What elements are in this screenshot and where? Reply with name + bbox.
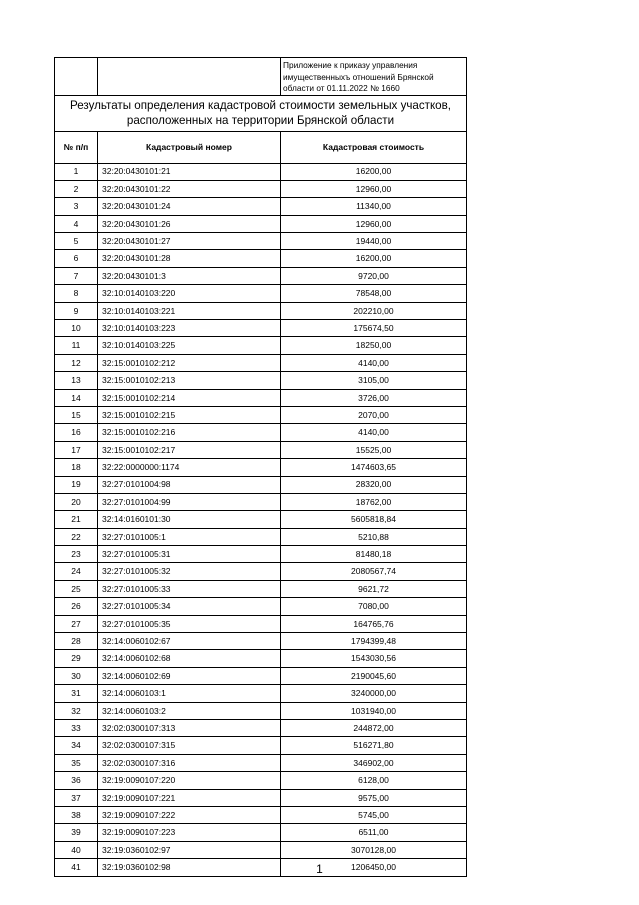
cadastral-number: 32:19:0360102:97 — [98, 841, 281, 858]
annex-empty-cell-2 — [98, 58, 281, 96]
row-number: 19 — [55, 476, 98, 493]
cadastral-value: 18250,00 — [281, 337, 467, 354]
cadastral-value: 9575,00 — [281, 789, 467, 806]
table-row — [55, 598, 467, 615]
table-row — [55, 546, 467, 563]
cadastral-value: 5605818,84 — [281, 511, 467, 528]
table-row — [55, 267, 467, 284]
cadastral-value: 346902,00 — [281, 754, 467, 771]
row-number: 34 — [55, 737, 98, 754]
table-row — [55, 528, 467, 545]
row-number: 16 — [55, 424, 98, 441]
document-sheet — [54, 57, 466, 877]
cadastral-value: 1031940,00 — [281, 702, 467, 719]
cadastral-number: 32:15:0010102:216 — [98, 424, 281, 441]
cadastral-number: 32:02:0300107:313 — [98, 720, 281, 737]
cadastral-number: 32:19:0090107:221 — [98, 789, 281, 806]
table-row — [55, 667, 467, 684]
row-number: 12 — [55, 354, 98, 371]
row-number: 32 — [55, 702, 98, 719]
cadastral-number: 32:27:0101005:32 — [98, 563, 281, 580]
table-row — [55, 633, 467, 650]
row-number: 18 — [55, 459, 98, 476]
cadastral-number: 32:19:0360102:98 — [98, 859, 281, 876]
annex-line-2: имущественныхъ отношений Брянской — [283, 71, 434, 82]
cadastral-value: 5745,00 — [281, 806, 467, 823]
row-number: 20 — [55, 493, 98, 510]
cadastral-value: 7080,00 — [281, 598, 467, 615]
table-row — [55, 233, 467, 250]
document-title — [55, 95, 467, 131]
cadastral-table — [54, 57, 467, 877]
row-number: 13 — [55, 372, 98, 389]
table-row — [55, 615, 467, 632]
cadastral-value: 175674,50 — [281, 320, 467, 337]
cadastral-value: 1206450,00 — [281, 859, 467, 876]
table-row — [55, 789, 467, 806]
cadastral-value: 16200,00 — [281, 250, 467, 267]
cadastral-value: 202210,00 — [281, 302, 467, 319]
table-row — [55, 737, 467, 754]
table-row — [55, 563, 467, 580]
cadastral-number: 32:19:0090107:222 — [98, 806, 281, 823]
cadastral-number: 32:10:0140103:225 — [98, 337, 281, 354]
cadastral-number: 32:20:0430101:22 — [98, 180, 281, 197]
table-row — [55, 354, 467, 371]
cadastral-number: 32:27:0101004:99 — [98, 493, 281, 510]
row-number: 25 — [55, 580, 98, 597]
table-row — [55, 180, 467, 197]
row-number: 4 — [55, 215, 98, 232]
cadastral-number: 32:14:0060102:69 — [98, 667, 281, 684]
cadastral-number: 32:19:0090107:220 — [98, 772, 281, 789]
row-number: 28 — [55, 633, 98, 650]
row-number: 2 — [55, 180, 98, 197]
cadastral-number: 32:14:0060102:68 — [98, 650, 281, 667]
table-row — [55, 841, 467, 858]
cadastral-value: 19440,00 — [281, 233, 467, 250]
table-row — [55, 406, 467, 423]
cadastral-value: 2190045,60 — [281, 667, 467, 684]
table-row — [55, 337, 467, 354]
row-number: 27 — [55, 615, 98, 632]
cadastral-value: 1794399,48 — [281, 633, 467, 650]
row-number: 37 — [55, 789, 98, 806]
cadastral-value: 4140,00 — [281, 424, 467, 441]
table-row — [55, 285, 467, 302]
table-row — [55, 702, 467, 719]
cadastral-number: 32:27:0101005:33 — [98, 580, 281, 597]
cadastral-value: 2080567,74 — [281, 563, 467, 580]
cadastral-number: 32:14:0060102:67 — [98, 633, 281, 650]
cadastral-value: 516271,80 — [281, 737, 467, 754]
cadastral-number: 32:27:0101005:31 — [98, 546, 281, 563]
row-number: 35 — [55, 754, 98, 771]
cadastral-number: 32:10:0140103:223 — [98, 320, 281, 337]
table-row — [55, 824, 467, 841]
cadastral-value: 28320,00 — [281, 476, 467, 493]
annex-line-1: Приложение к приказу управления — [283, 60, 418, 70]
table-row — [55, 250, 467, 267]
cadastral-number: 32:15:0010102:213 — [98, 372, 281, 389]
table-row — [55, 772, 467, 789]
row-number: 22 — [55, 528, 98, 545]
row-number: 8 — [55, 285, 98, 302]
row-number: 36 — [55, 772, 98, 789]
table-row — [55, 476, 467, 493]
cadastral-value: 3240000,00 — [281, 685, 467, 702]
cadastral-number: 32:20:0430101:3 — [98, 267, 281, 284]
cadastral-number: 32:20:0430101:28 — [98, 250, 281, 267]
cadastral-number: 32:14:0160101:30 — [98, 511, 281, 528]
row-number: 21 — [55, 511, 98, 528]
cadastral-value: 6511,00 — [281, 824, 467, 841]
row-number: 38 — [55, 806, 98, 823]
cadastral-number: 32:15:0010102:217 — [98, 441, 281, 458]
cadastral-number: 32:20:0430101:27 — [98, 233, 281, 250]
table-row — [55, 372, 467, 389]
cadastral-value: 5210,88 — [281, 528, 467, 545]
row-number: 6 — [55, 250, 98, 267]
cadastral-number: 32:02:0300107:315 — [98, 737, 281, 754]
row-number: 14 — [55, 389, 98, 406]
cadastral-value: 16200,00 — [281, 163, 467, 180]
table-row — [55, 198, 467, 215]
annex-row — [55, 58, 467, 96]
cadastral-value: 6128,00 — [281, 772, 467, 789]
cadastral-value: 4140,00 — [281, 354, 467, 371]
table-row — [55, 163, 467, 180]
row-number: 11 — [55, 337, 98, 354]
cadastral-number: 32:20:0430101:26 — [98, 215, 281, 232]
cadastral-number: 32:10:0140103:221 — [98, 302, 281, 319]
cadastral-number: 32:19:0090107:223 — [98, 824, 281, 841]
table-row — [55, 215, 467, 232]
row-number: 1 — [55, 163, 98, 180]
row-number: 31 — [55, 685, 98, 702]
title-row — [55, 95, 467, 131]
header-cadastral-number: Кадастровый номер — [98, 131, 281, 163]
cadastral-value: 15525,00 — [281, 441, 467, 458]
table-row — [55, 806, 467, 823]
cadastral-value: 9621,72 — [281, 580, 467, 597]
table-row — [55, 754, 467, 771]
row-number: 39 — [55, 824, 98, 841]
table-row — [55, 580, 467, 597]
header-number: № п/п — [55, 131, 98, 163]
annex-note — [281, 58, 467, 96]
annex-empty-cell-1 — [55, 58, 98, 96]
row-number: 33 — [55, 720, 98, 737]
row-number: 41 — [55, 859, 98, 876]
cadastral-number: 32:22:0000000:1174 — [98, 459, 281, 476]
cadastral-number: 32:15:0010102:212 — [98, 354, 281, 371]
table-row — [55, 511, 467, 528]
row-number: 40 — [55, 841, 98, 858]
row-number: 24 — [55, 563, 98, 580]
table-row — [55, 459, 467, 476]
cadastral-number: 32:27:0101005:1 — [98, 528, 281, 545]
header-row — [55, 131, 467, 163]
cadastral-value: 3070128,00 — [281, 841, 467, 858]
table-row — [55, 441, 467, 458]
cadastral-number: 32:02:0300107:316 — [98, 754, 281, 771]
cadastral-number: 32:10:0140103:220 — [98, 285, 281, 302]
title-line-2: расположенных на территории Брянской области — [126, 114, 395, 127]
cadastral-number: 32:20:0430101:24 — [98, 198, 281, 215]
table-row — [55, 720, 467, 737]
table-row — [55, 302, 467, 319]
table-row — [55, 320, 467, 337]
cadastral-number: 32:27:0101004:98 — [98, 476, 281, 493]
row-number: 30 — [55, 667, 98, 684]
cadastral-number: 32:27:0101005:35 — [98, 615, 281, 632]
cadastral-value: 1474603,65 — [281, 459, 467, 476]
cadastral-value: 3726,00 — [281, 389, 467, 406]
page-number: 1 — [316, 862, 323, 876]
cadastral-value: 2070,00 — [281, 406, 467, 423]
row-number: 17 — [55, 441, 98, 458]
cadastral-number: 32:14:0060103:1 — [98, 685, 281, 702]
table-row — [55, 685, 467, 702]
title-line-1: Результаты определения кадастровой стоимости земельных участков, — [69, 99, 451, 112]
cadastral-value: 1543030,56 — [281, 650, 467, 667]
cadastral-number: 32:15:0010102:215 — [98, 406, 281, 423]
row-number: 23 — [55, 546, 98, 563]
table-row — [55, 424, 467, 441]
row-number: 15 — [55, 406, 98, 423]
table-row — [55, 650, 467, 667]
cadastral-value: 9720,00 — [281, 267, 467, 284]
cadastral-number: 32:14:0060103:2 — [98, 702, 281, 719]
cadastral-value: 18762,00 — [281, 493, 467, 510]
row-number: 29 — [55, 650, 98, 667]
cadastral-number: 32:20:0430101:21 — [98, 163, 281, 180]
cadastral-value: 12960,00 — [281, 180, 467, 197]
table-row — [55, 493, 467, 510]
row-number: 26 — [55, 598, 98, 615]
row-number: 9 — [55, 302, 98, 319]
cadastral-value: 3105,00 — [281, 372, 467, 389]
cadastral-value: 164765,76 — [281, 615, 467, 632]
cadastral-value: 11340,00 — [281, 198, 467, 215]
row-number: 10 — [55, 320, 98, 337]
cadastral-number: 32:15:0010102:214 — [98, 389, 281, 406]
cadastral-value: 12960,00 — [281, 215, 467, 232]
row-number: 7 — [55, 267, 98, 284]
cadastral-value: 78548,00 — [281, 285, 467, 302]
row-number: 3 — [55, 198, 98, 215]
table-row — [55, 389, 467, 406]
cadastral-value: 81480,18 — [281, 546, 467, 563]
annex-line-3: области от 01.11.2022 № 1660 — [283, 83, 400, 93]
cadastral-number: 32:27:0101005:34 — [98, 598, 281, 615]
cadastral-value: 244872,00 — [281, 720, 467, 737]
header-cadastral-value: Кадастровая стоимость — [281, 131, 467, 163]
row-number: 5 — [55, 233, 98, 250]
